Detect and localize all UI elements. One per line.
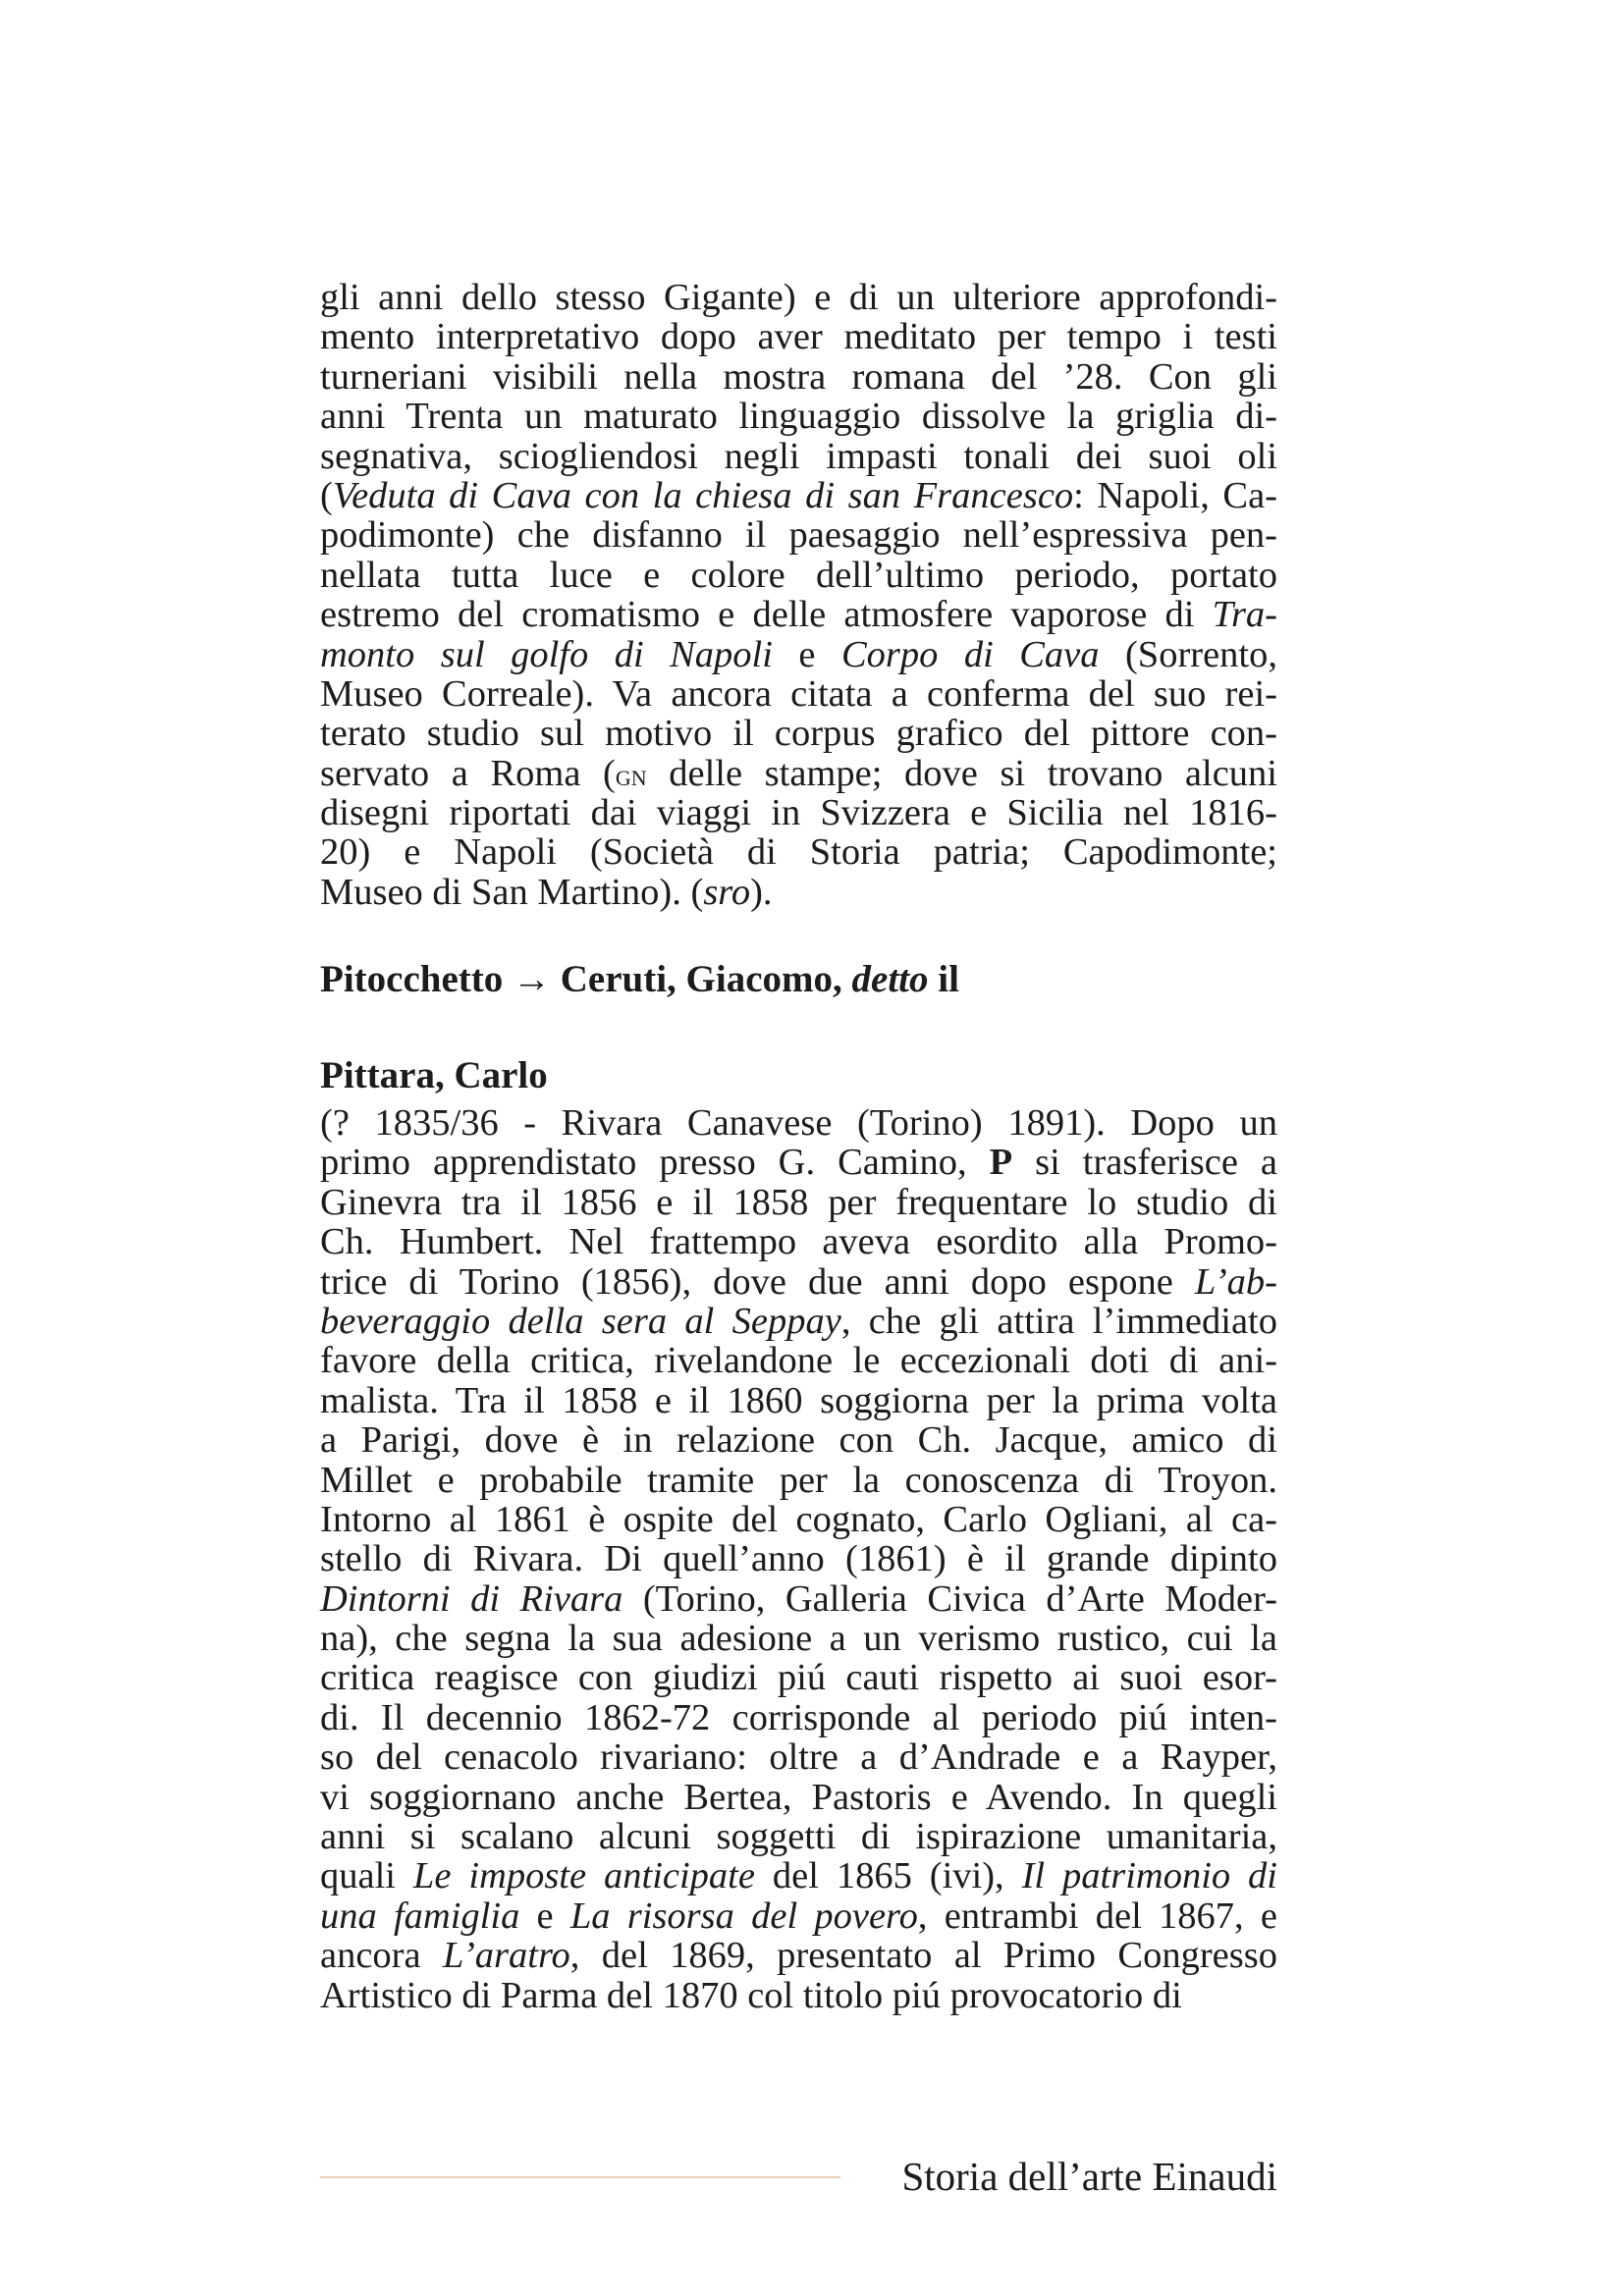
text-line — [320, 873, 1277, 912]
text-run: e — [519, 1895, 570, 1937]
text-line — [320, 1539, 1277, 1578]
text-line — [320, 595, 1277, 634]
entry-continuation-text — [320, 278, 1277, 912]
text-line — [320, 1976, 1277, 2015]
text-line — [320, 1936, 1277, 1975]
text-run: quali — [320, 1855, 413, 1897]
text-run: P — [989, 1142, 1013, 1184]
text-line — [320, 635, 1277, 674]
text-line — [320, 714, 1277, 753]
text-run: del 1865 (ivi), — [754, 1855, 1022, 1897]
text-line — [320, 278, 1277, 317]
text-line — [320, 1579, 1277, 1619]
text-run: stello di Rivara. Di quell’anno (1861) è il grande dipinto — [320, 1538, 1277, 1580]
text-run: Veduta di Cava con la chiesa di san Francesco — [332, 474, 1074, 516]
text-run: mento interpretativo dopo aver meditato per tempo i testi — [320, 316, 1277, 358]
text-run: servato a Roma ( — [320, 752, 616, 794]
text-run: turneriani visibili nella mostra romana del ’28. Con gli — [320, 355, 1277, 398]
text-line — [320, 1381, 1277, 1420]
text-run: Pitocchetto → Ceruti, Giacomo, — [320, 958, 852, 1000]
text-line — [320, 556, 1277, 595]
text-run: il — [928, 958, 959, 1000]
cross-reference-heading — [320, 956, 1277, 1003]
text-run: trice di Torino (1856), dove due anni dopo espone — [320, 1260, 1195, 1303]
text-run: (Torino, Galleria Civica d’Arte Moder- — [622, 1577, 1277, 1620]
text-run: Il patrimonio di — [1021, 1855, 1277, 1897]
text-line — [320, 1143, 1277, 1182]
text-run: gli anni dello stesso Gigante) e di un ulteriore approfondi- — [320, 277, 1277, 318]
text-run: beveraggio della sera al Seppay — [320, 1300, 841, 1342]
text-run: Artistico di Parma del 1870 col titolo piú provocatorio di — [320, 1974, 1182, 2016]
text-run: , che gli attira l’immediato — [840, 1300, 1277, 1342]
text-run: (Sorrento, — [1099, 633, 1277, 675]
text-run: monto sul golfo di Napoli — [320, 633, 773, 675]
text-run: L’ab- — [1194, 1260, 1277, 1303]
text-run: critica reagisce con giudizi piú cauti rispetto ai suoi esor- — [320, 1657, 1277, 1699]
text-line — [320, 515, 1277, 555]
text-run: Ch. Humbert. Nel frattempo aveva esordito alla Promo- — [320, 1221, 1277, 1263]
text-line — [320, 1500, 1277, 1539]
text-line — [320, 1896, 1277, 1936]
text-line — [320, 1420, 1277, 1460]
text-run: Tra- — [1212, 594, 1277, 636]
footer-rule — [320, 2176, 840, 2178]
text-line — [320, 476, 1277, 515]
text-line — [320, 754, 1277, 793]
text-run: Ginevra tra il 1856 e il 1858 per frequentare lo studio di — [320, 1181, 1277, 1223]
text-run: Dintorni di Rivara — [320, 1577, 623, 1620]
text-line — [320, 1619, 1277, 1658]
text-run: segnativa, sciogliendosi negli impasti tonali dei suoi oli — [320, 435, 1277, 477]
text-line — [320, 397, 1277, 436]
text-line — [320, 1817, 1277, 1856]
text-run: nellata tutta luce e colore dell’ultimo periodo, portato — [320, 554, 1277, 596]
text-run: ). — [750, 871, 773, 913]
text-run: (? 1835/36 - Rivara Canavese (Torino) 1891). Dopo un — [320, 1102, 1277, 1144]
text-line — [320, 1461, 1277, 1500]
text-line — [320, 1103, 1277, 1143]
text-run: gn — [615, 757, 647, 792]
text-run: ancora — [320, 1935, 443, 1977]
text-run: Museo di San Martino). ( — [320, 871, 704, 913]
text-run: Millet e probabile tramite per la conoscenza di Troyon. — [320, 1459, 1277, 1501]
text-run: estremo del cromatismo e delle atmosfere vaporose di — [320, 594, 1213, 636]
text-run: ( — [320, 474, 333, 516]
text-run: detto — [851, 958, 929, 1000]
text-line — [320, 1856, 1277, 1896]
text-run: podimonte) che disfanno il paesaggio nell’espressiva pen- — [320, 514, 1277, 557]
text-run: disegni riportati dai viaggi in Svizzera e Sicilia nel 1816- — [320, 792, 1277, 834]
text-line — [320, 832, 1277, 872]
text-run: vi soggiornano anche Bertea, Pastoris e Avendo. In quegli — [320, 1776, 1277, 1818]
text-run: anni si scalano alcuni soggetti di ispirazione umanitaria, — [320, 1816, 1277, 1858]
text-run: primo apprendistato presso G. Camino, — [320, 1142, 990, 1184]
text-line — [320, 793, 1277, 832]
text-run: Intorno al 1861 è ospite del cognato, Carlo Ogliani, al ca- — [320, 1498, 1277, 1540]
text-run: anni Trenta un maturato linguaggio dissolve la griglia di- — [320, 396, 1277, 438]
text-run: terato studio sul motivo il corpus grafico del pittore con- — [320, 713, 1277, 755]
text-run: a Parigi, dove è in relazione con Ch. Jacque, amico di — [320, 1419, 1277, 1462]
text-run: : Napoli, Ca- — [1073, 474, 1277, 516]
text-run: na), che segna la sua adesione a un verismo rustico, cui la — [320, 1618, 1277, 1660]
text-run: malista. Tra il 1858 e il 1860 soggiorna per la prima volta — [320, 1379, 1277, 1421]
text-run: Le imposte anticipate — [412, 1855, 755, 1897]
text-line — [320, 1658, 1277, 1697]
entry-heading: Pittara, Carlo — [320, 1054, 548, 1096]
text-run: Museo Correale). Va ancora citata a conferma del suo rei- — [320, 672, 1277, 715]
text-line — [320, 674, 1277, 714]
text-line — [320, 1262, 1277, 1302]
text-line — [320, 1341, 1277, 1380]
text-run: L’aratro — [442, 1935, 570, 1977]
text-line — [320, 1302, 1277, 1341]
text-run: , del 1869, presentato al Primo Congresso — [569, 1935, 1277, 1977]
text-run: La risorsa del povero — [569, 1895, 918, 1937]
text-run: , entrambi del 1867, e — [917, 1895, 1277, 1937]
text-line — [320, 317, 1277, 356]
text-run: sro — [703, 871, 751, 913]
text-run: Corpo di Cava — [840, 633, 1100, 675]
text-run: di. Il decennio 1862-72 corrisponde al periodo piú inten- — [320, 1696, 1277, 1738]
text-run: si trasferisce a — [1012, 1142, 1277, 1184]
text-line — [320, 357, 1277, 397]
text-run: delle stampe; dove si trovano alcuni — [646, 752, 1277, 794]
entry-body-text — [320, 1103, 1277, 2015]
text-line — [320, 1778, 1277, 1817]
text-line — [320, 1183, 1277, 1222]
text-run: una famiglia — [320, 1895, 520, 1937]
text-run: e — [772, 633, 841, 675]
footer-title: Storia dell’arte Einaudi — [901, 2154, 1277, 2199]
text-line — [320, 437, 1277, 476]
text-run: favore della critica, rivelandone le eccezionali doti di ani- — [320, 1340, 1277, 1382]
text-line — [320, 1698, 1277, 1737]
text-line — [320, 1737, 1277, 1777]
text-run: so del cenacolo rivariano: oltre a d’Andrade e a Rayper, — [320, 1736, 1277, 1779]
text-run: 20) e Napoli (Società di Storia patria; Capodimonte; — [320, 831, 1277, 874]
text-line — [320, 1222, 1277, 1261]
